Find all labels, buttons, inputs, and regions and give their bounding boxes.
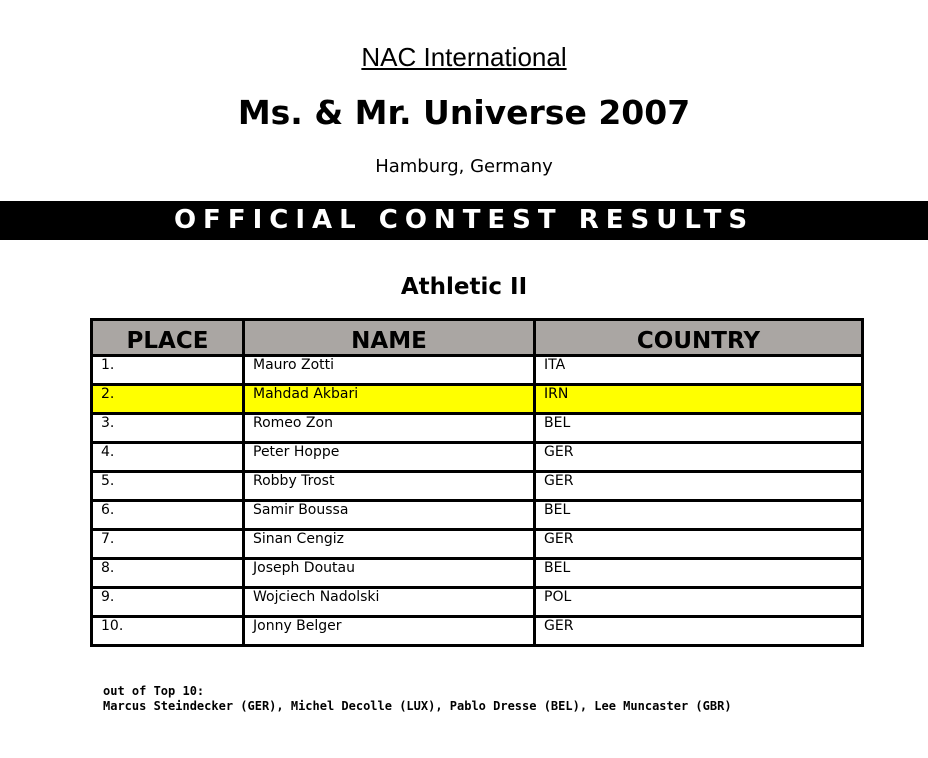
table-row — [92, 472, 863, 501]
country-cell: BEL — [535, 501, 863, 530]
table-row — [92, 588, 863, 617]
name-cell: Samir Boussa — [244, 501, 535, 530]
column-header-country: COUNTRY — [535, 320, 863, 356]
country-cell: BEL — [535, 559, 863, 588]
column-header-name: NAME — [244, 320, 535, 356]
country-cell: IRN — [535, 385, 863, 414]
name-cell: Jonny Belger — [244, 617, 535, 646]
place-cell: 3. — [92, 414, 244, 443]
footnote-label: out of Top 10: — [103, 684, 205, 698]
table-row — [92, 617, 863, 646]
place-cell: 10. — [92, 617, 244, 646]
place-cell: 7. — [92, 530, 244, 559]
table-row-highlighted — [92, 385, 863, 414]
table-row — [92, 501, 863, 530]
place-cell: 6. — [92, 501, 244, 530]
country-cell: BEL — [535, 414, 863, 443]
place-cell: 4. — [92, 443, 244, 472]
footnote-names: Marcus Steindecker (GER), Michel Decolle (LUX), Pablo Dresse (BEL), Lee Muncaster (GBR) — [103, 699, 732, 713]
name-cell: Mauro Zotti — [244, 356, 535, 385]
country-cell: GER — [535, 617, 863, 646]
results-table — [90, 318, 864, 647]
place-cell: 1. — [92, 356, 244, 385]
name-cell: Robby Trost — [244, 472, 535, 501]
name-cell: Wojciech Nadolski — [244, 588, 535, 617]
name-cell: Sinan Cengiz — [244, 530, 535, 559]
country-cell: GER — [535, 443, 863, 472]
organization-name: NAC International — [361, 42, 567, 72]
country-cell: GER — [535, 530, 863, 559]
footnote — [103, 684, 732, 714]
country-cell: GER — [535, 472, 863, 501]
category-title: Athletic II — [400, 274, 528, 300]
country-cell: POL — [535, 588, 863, 617]
table-row — [92, 559, 863, 588]
name-cell: Joseph Doutau — [244, 559, 535, 588]
place-cell: 8. — [92, 559, 244, 588]
name-cell: Mahdad Akbari — [244, 385, 535, 414]
place-cell: 9. — [92, 588, 244, 617]
event-title: Ms. & Mr. Universe 2007 — [237, 93, 691, 132]
event-location: Hamburg, Germany — [375, 156, 553, 177]
results-header-row — [92, 320, 863, 356]
name-cell: Peter Hoppe — [244, 443, 535, 472]
place-cell: 2. — [92, 385, 244, 414]
table-row — [92, 443, 863, 472]
name-cell: Romeo Zon — [244, 414, 535, 443]
table-row — [92, 356, 863, 385]
table-row — [92, 530, 863, 559]
table-row — [92, 414, 863, 443]
results-banner: OFFICIAL CONTEST RESULTS — [0, 201, 928, 240]
column-header-place: PLACE — [92, 320, 244, 356]
country-cell: ITA — [535, 356, 863, 385]
place-cell: 5. — [92, 472, 244, 501]
